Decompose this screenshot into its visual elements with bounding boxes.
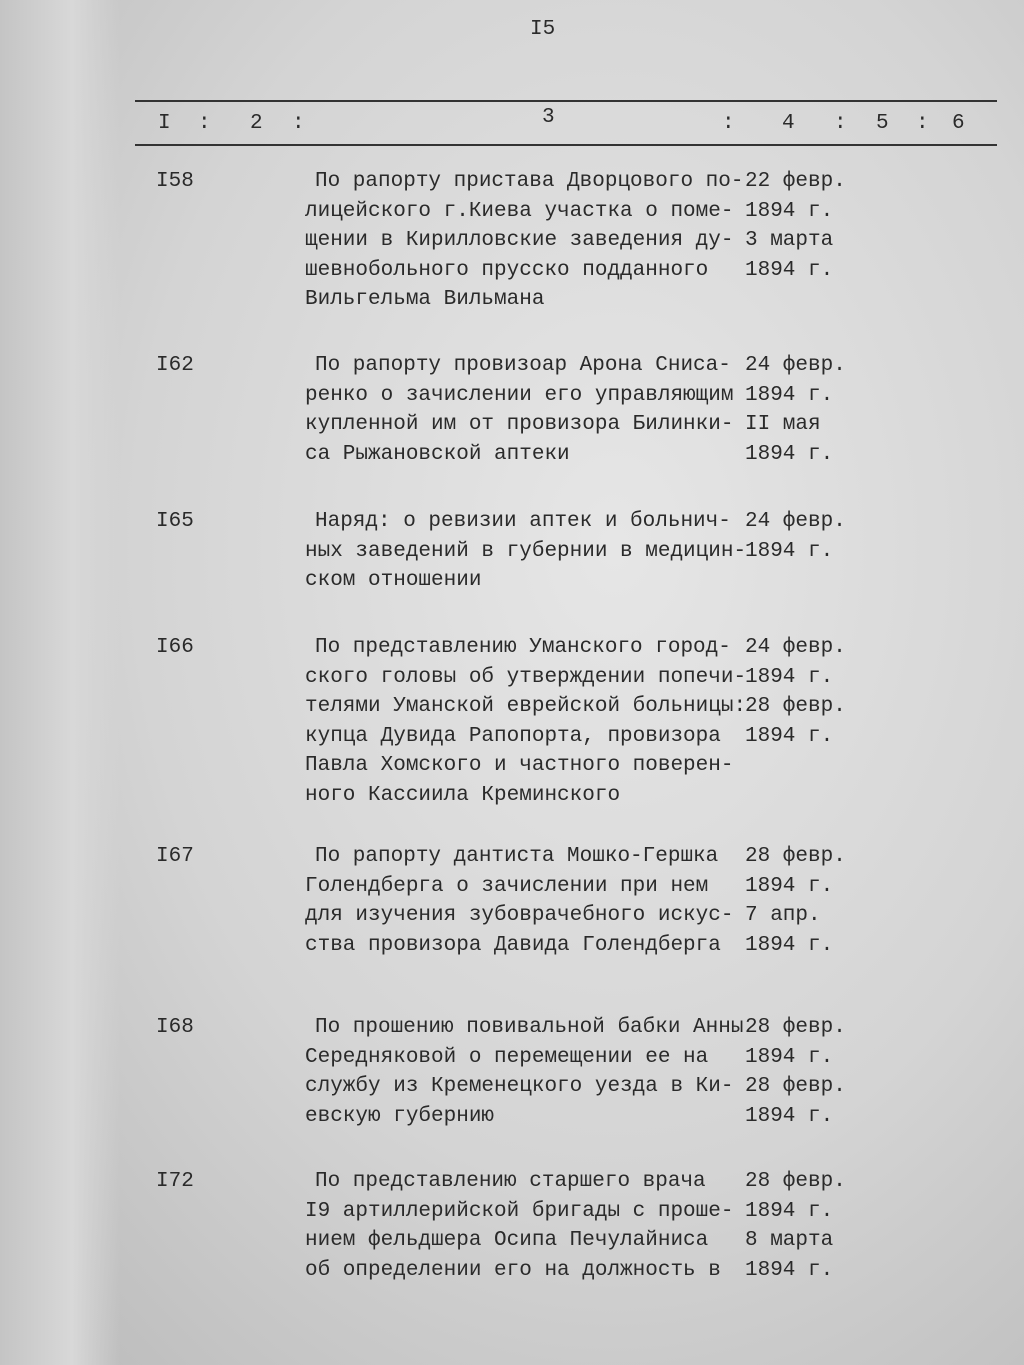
header-top-rule: [135, 100, 997, 102]
entry-date: 1894 г.: [745, 665, 834, 689]
entry-text-line: По рапорту пристава Дворцового по-: [315, 170, 744, 193]
header-bottom-rule: [135, 144, 997, 146]
column-2-label: 2: [250, 112, 263, 135]
column-separator: :: [292, 112, 305, 135]
entry-text-line: ного Кассиила Креминского: [305, 783, 621, 807]
entry-text-line: По представлению Уманского город-: [315, 636, 731, 659]
entry-text-line: шевнобольного прусско подданного: [305, 258, 709, 282]
entry-text-line: ных заведений в губернии в медицин-: [305, 539, 747, 563]
entry-number: I67: [156, 845, 194, 868]
entry-text-line: об определении его на должность в: [305, 1258, 721, 1282]
entry-number: I62: [156, 354, 194, 377]
entry-date: 3 марта: [745, 229, 834, 252]
entry-text-line: ренко о зачислении его управляющим: [305, 383, 734, 407]
entry-text-line: купленной им от провизора Билинки-: [305, 413, 734, 436]
entry-text-line: Середняковой о перемещении ее на: [305, 1045, 709, 1069]
entry-date: 28 февр.: [745, 845, 846, 868]
column-5-label: 5: [876, 112, 889, 135]
entry-date: II мая: [745, 413, 821, 436]
entry-date: 24 февр.: [745, 354, 846, 377]
entry-text-line: евскую губернию: [305, 1104, 495, 1128]
entry-date: 28 февр.: [745, 1170, 846, 1193]
entry-date: 1894 г.: [745, 199, 834, 223]
entry-date: 1894 г.: [745, 724, 834, 748]
entry-text-line: купца Дувида Рапопорта, провизора: [305, 724, 721, 748]
entry-text-line: для изучения зубоврачебного искус-: [305, 904, 734, 927]
entry-date: 24 февр.: [745, 636, 846, 659]
entry-date: 1894 г.: [745, 1045, 834, 1069]
column-6-label: 6: [952, 112, 965, 135]
entry-text-line: лицейского г.Киева участка о поме-: [305, 199, 734, 223]
entry-date: 1894 г.: [745, 539, 834, 563]
entry-number: I72: [156, 1170, 194, 1193]
entry-date: 28 февр.: [745, 1016, 846, 1039]
entry-date: 22 февр.: [745, 170, 846, 193]
entry-date: 1894 г.: [745, 258, 834, 282]
entry-text-line: ском отношении: [305, 569, 482, 592]
column-separator: :: [916, 112, 929, 135]
entry-number: I58: [156, 170, 194, 193]
column-1-label: I: [158, 112, 171, 135]
entry-text-line: са Рыжановской аптеки: [305, 442, 570, 466]
entry-text-line: I9 артиллерийской бригады с проше-: [305, 1199, 734, 1223]
entry-text-line: По прошению повивальной бабки Анны: [315, 1016, 744, 1039]
entry-text-line: щении в Кирилловские заведения ду-: [305, 229, 734, 252]
entry-date: 1894 г.: [745, 383, 834, 407]
page-number: I5: [530, 18, 556, 41]
column-4-label: 4: [782, 112, 795, 135]
entry-text-line: Вильгельма Вильмана: [305, 288, 545, 311]
entry-text-line: По представлению старшего врача: [315, 1170, 706, 1193]
entry-date: 1894 г.: [745, 874, 834, 898]
entry-text-line: Голендберга о зачислении при нем: [305, 874, 709, 898]
entry-number: I68: [156, 1016, 194, 1039]
column-separator: :: [722, 112, 735, 135]
entry-date: 8 марта: [745, 1229, 834, 1252]
entry-date: 1894 г.: [745, 933, 834, 957]
entry-text-line: телями Уманской еврейской больницы:: [305, 695, 747, 718]
entry-text-line: нием фельдшера Осипа Печулайниса: [305, 1229, 709, 1252]
column-separator: :: [198, 112, 211, 135]
entry-number: I66: [156, 636, 194, 659]
entry-text-line: ского головы об утверждении попечи-: [305, 665, 747, 689]
entry-number: I65: [156, 510, 194, 533]
book-binding-edge: [0, 0, 120, 1365]
entry-text-line: ства провизора Давида Голендберга: [305, 933, 721, 957]
entry-date: 24 февр.: [745, 510, 846, 533]
entry-text-line: Наряд: о ревизии аптек и больнич-: [315, 510, 731, 533]
entry-date: 28 февр.: [745, 1075, 846, 1098]
entry-date: 1894 г.: [745, 1258, 834, 1282]
entry-text-line: По рапорту дантиста Мошко-Гершка: [315, 845, 719, 868]
entry-text-line: По рапорту провизоар Арона Сниса-: [315, 354, 731, 377]
entry-date: 7 апр.: [745, 904, 821, 927]
column-3-label: 3: [542, 106, 555, 129]
column-separator: :: [834, 112, 847, 135]
entry-date: 1894 г.: [745, 1104, 834, 1128]
entry-date: 1894 г.: [745, 1199, 834, 1223]
entry-date: 28 февр.: [745, 695, 846, 718]
entry-text-line: Павла Хомского и частного поверен-: [305, 754, 734, 777]
entry-text-line: службу из Кременецкого уезда в Ки-: [305, 1075, 734, 1098]
entry-date: 1894 г.: [745, 442, 834, 466]
